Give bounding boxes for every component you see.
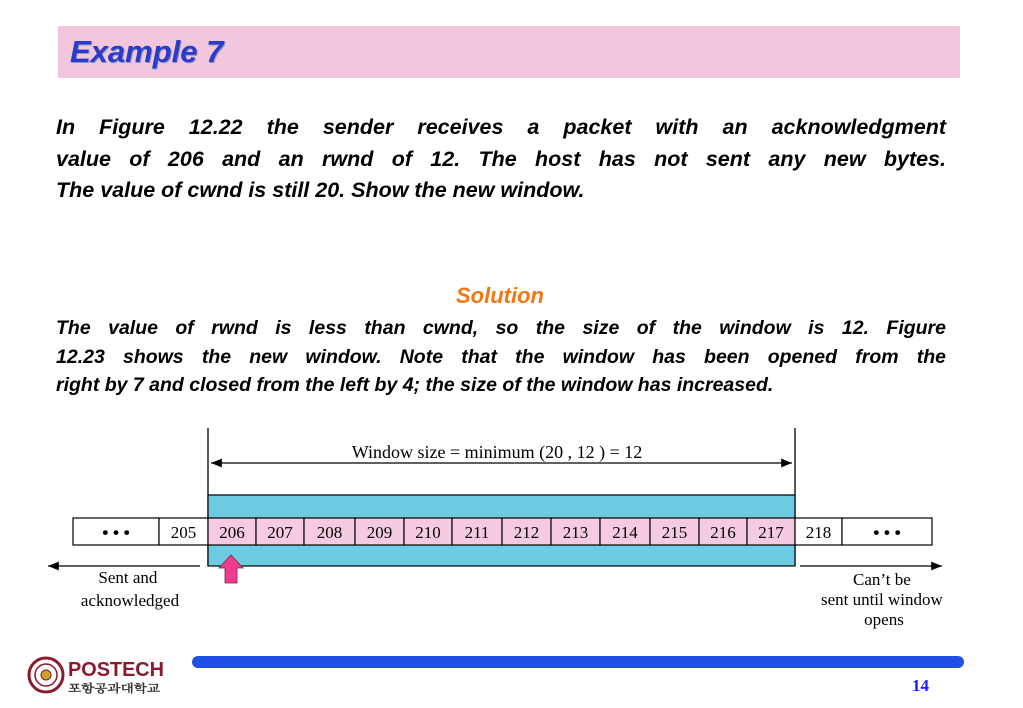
cant-send-line: opens (864, 610, 904, 629)
byte-number: 208 (316, 523, 343, 542)
byte-number: 205 (170, 523, 197, 542)
byte-number: 213 (562, 523, 589, 542)
left-ellipsis: • • • (102, 523, 130, 542)
byte-number: 218 (805, 523, 832, 542)
postech-logo (26, 652, 166, 698)
slide-title: Example 7 (70, 34, 224, 69)
cant-send-line: sent until window (820, 590, 943, 609)
solution-heading: Solution (456, 283, 544, 308)
sliding-window-diagram (0, 420, 1023, 640)
problem-line: value of 206 and an rwnd of 12. The host has not sent any new bytes. (56, 146, 946, 171)
sent-acked-line: acknowledged (80, 591, 180, 610)
byte-number: 209 (366, 523, 393, 542)
byte-number: 215 (661, 523, 688, 542)
solution-line: 12.23 shows the new window. Note that the window has been opened from the (56, 345, 946, 368)
byte-number: 207 (267, 523, 293, 542)
solution-line: The value of rwnd is less than cwnd, so the size of the window is 12. Figure (56, 317, 946, 339)
byte-number: 212 (513, 523, 540, 542)
byte-number: 210 (415, 523, 441, 542)
solution-text (56, 314, 946, 400)
solution-line: right by 7 and closed from the left by 4; the size of the window has increased. (56, 374, 774, 396)
cant-send-label (821, 570, 947, 629)
byte-number: 211 (464, 523, 490, 542)
sent-acked-label (81, 568, 180, 610)
byte-number: 214 (612, 523, 638, 542)
logo-korean: 포항공과대학교 (68, 682, 143, 695)
window-size-label: Window size = minimum (20 , 12 ) = 12 (351, 442, 643, 462)
byte-strip (73, 518, 932, 545)
footer-bar (192, 656, 964, 668)
problem-line: In Figure 12.22 the sender receives a packet with an acknowledgment (56, 115, 946, 139)
byte-number: 206 (219, 523, 245, 542)
title-bar (58, 26, 960, 78)
right-ellipsis: • • • (873, 523, 901, 542)
cant-send-line: Can’t be (852, 570, 911, 589)
problem-text (56, 112, 946, 207)
page-number: 14 (912, 676, 929, 695)
sent-acked-line: Sent and (98, 568, 158, 587)
logo-wordmark: POSTECH (68, 659, 164, 681)
byte-number: 217 (758, 523, 784, 542)
problem-line: The value of cwnd is still 20. Show the new window. (56, 178, 585, 202)
byte-number: 216 (710, 523, 736, 542)
